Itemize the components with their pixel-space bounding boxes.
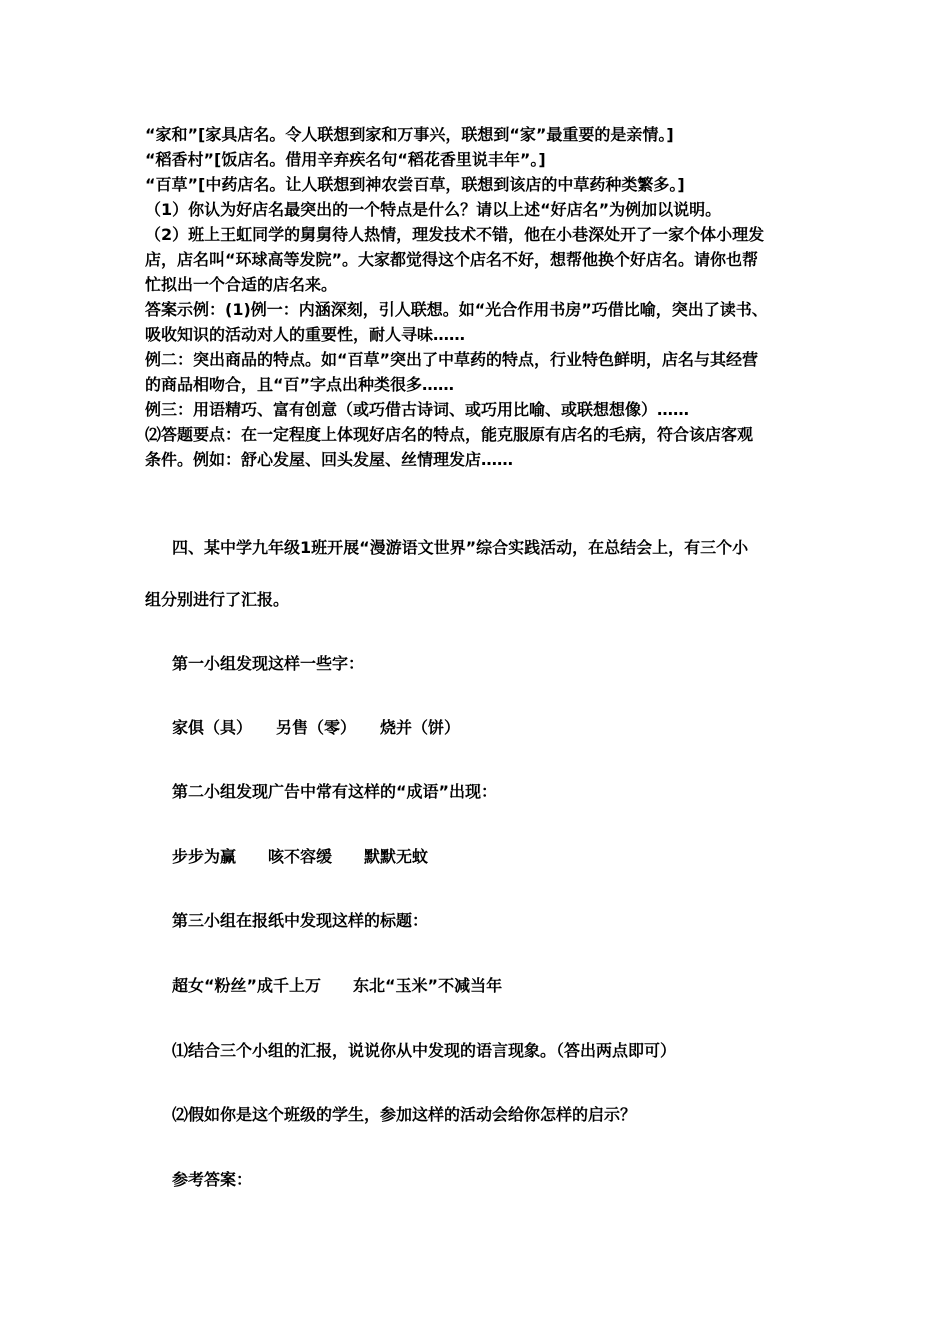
question-2-line-2: 店，店名叫“环球高等发院”。大家都觉得这个店名不好，想帮他换个好店名。请你也帮 [145,250,759,269]
group-2-items: 步步为赢 咳不容缓 默默无蚊 [172,847,429,866]
example-jiahe: “家和”[家具店名。令人联想到家和万事兴，联想到“家”最重要的是亲情。] [145,125,674,144]
example-baicao: “百草”[中药店名。让人联想到神农尝百草，联想到该店的中草药种类繁多。] [145,175,685,194]
answer-line-1: 答案示例：(1)例一：内涵深刻，引人联想。如“光合作用书房”巧借比喻，突出了读书、 [145,300,768,319]
group-3-items: 超女“粉丝”成千上万 东北“玉米”不减当年 [172,976,503,995]
answer-line-6: ⑵答题要点：在一定程度上体现好店名的特点，能克服原有店名的毛病，符合该店客观 [145,425,754,444]
answer-line-7: 条件。例如：舒心发屋、回头发屋、丝情理发店…… [145,450,514,469]
group-1-items: 家俱（具） 另售（零） 烧并（饼） [172,718,461,737]
example-daoxiangcun: “稻香村”[饭店名。借用辛弃疾名句“稻花香里说丰年”。] [145,150,546,169]
reference-answer-heading: 参考答案： [172,1170,253,1189]
group-1-heading: 第一小组发现这样一些字： [172,654,365,673]
answer-line-5: 例三：用语精巧、富有创意（或巧借古诗词、或巧用比喻、或联想想像）…… [145,400,690,419]
answer-line-2: 吸收知识的活动对人的重要性，耐人寻味…… [145,325,466,344]
group-3-heading: 第三小组在报纸中发现这样的标题： [172,911,429,930]
question-2-line-3: 忙拟出一个合适的店名来。 [145,275,338,294]
section-4-intro-line-1: 四、某中学九年级1班开展“漫游语文世界”综合实践活动，在总结会上，有三个小 [172,538,749,557]
question-2-line-1: （2）班上王虹同学的舅舅待人热情，理发技术不错，他在小巷深处开了一家个体小理发 [145,225,765,244]
answer-line-3: 例二：突出商品的特点。如“百草”突出了中草药的特点，行业特色鲜明，店名与其经营 [145,350,759,369]
section-4-question-1: ⑴结合三个小组的汇报，说说你从中发现的语言现象。（答出两点即可） [172,1041,677,1060]
section-4-question-2: ⑵假如你是这个班级的学生，参加这样的活动会给你怎样的启示？ [172,1105,637,1124]
answer-line-4: 的商品相吻合，且“百”字点出种类很多…… [145,375,455,394]
question-1: （1）你认为好店名最突出的一个特点是什么？请以上述“好店名”为例加以说明。 [145,200,722,219]
section-4-intro-line-2: 组分别进行了汇报。 [145,590,290,609]
group-2-heading: 第二小组发现广告中常有这样的“成语”出现： [172,782,498,801]
